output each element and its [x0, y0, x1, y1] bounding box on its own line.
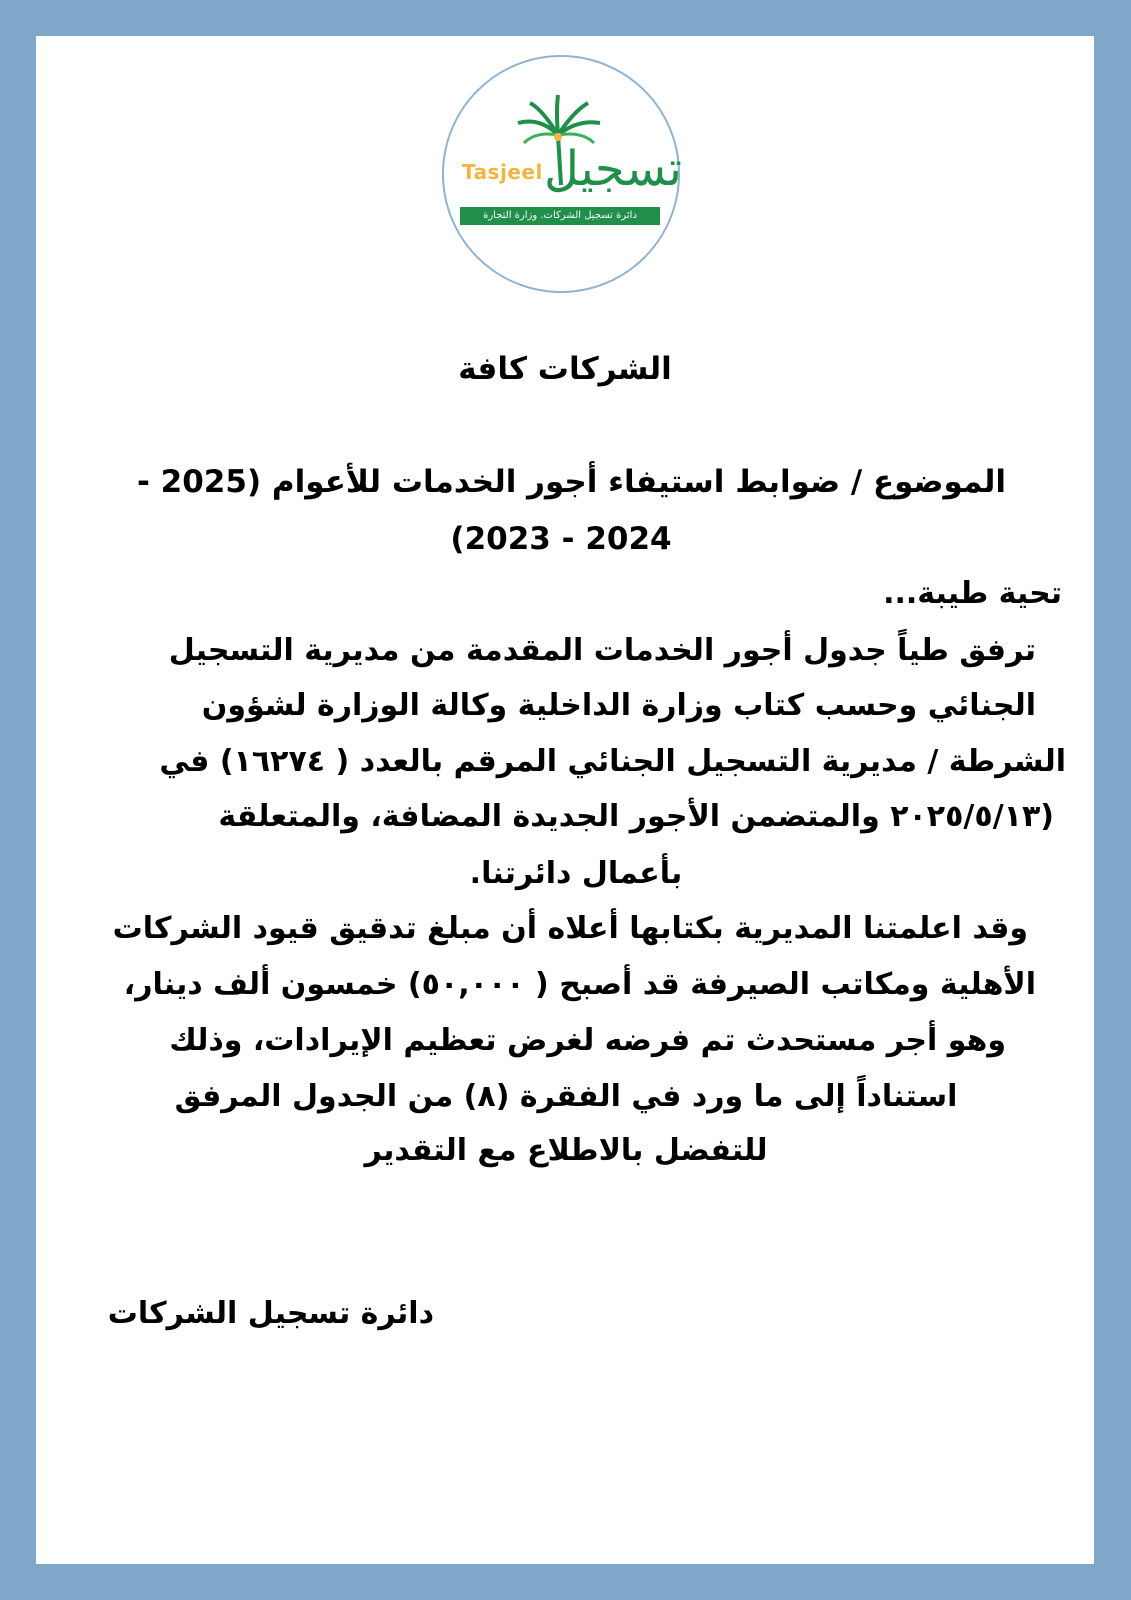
paragraph1-line-3: الشرطة / مديرية التسجيل الجنائي المرقم بالعدد ( ١٦٢٧٤) في	[159, 744, 1066, 779]
paragraph1-line-1: ترفق طياً جدول أجور الخدمات المقدمة من مديرية التسجيل	[168, 633, 1036, 668]
paragraph2-line-2: الأهلية ومكاتب الصيرفة قد أصبح ( ٥٠,٠٠٠) خمسون ألف دينار،	[123, 967, 1036, 1002]
document-page	[36, 36, 1094, 1564]
paragraph2-line-4: استناداً إلى ما ورد في الفقرة (٨) من الجدول المرفق	[174, 1079, 958, 1114]
paragraph1-line-4: (٢٠٢٥/٥/١٣ والمتضمن الأجور الجديدة المضافة، والمتعلقة	[218, 799, 1054, 834]
logo-band-text: دائرة تسجيل الشركات. وزارة التجارة	[460, 207, 660, 225]
subject-line-1: الموضوع / ضوابط استيفاء أجور الخدمات للأعوام (2025 -	[137, 464, 1006, 500]
greeting: تحية طيبة...	[883, 576, 1062, 611]
paragraph1-line-5: بأعمال دائرتنا.	[469, 856, 683, 891]
signature: دائرة تسجيل الشركات	[107, 1296, 434, 1331]
paragraph2-line-3: وهو أجر مستحدث تم فرضه لغرض تعظيم الإيرادات، وذلك	[169, 1023, 1006, 1058]
logo-arabic-text: تسجيل	[544, 141, 682, 197]
paragraph2-line-1: وقد اعلمتنا المديرية بكتابها أعلاه أن مبلغ تدقيق قيود الشركات	[112, 911, 1028, 946]
recipient-heading: الشركات كافة	[458, 351, 672, 387]
paragraph2-line-5: للتفضل بالاطلاع مع التقدير	[364, 1133, 768, 1168]
tasjeel-logo	[442, 55, 680, 293]
paragraph1-line-2: الجنائي وحسب كتاب وزارة الداخلية وكالة الوزارة لشؤون	[201, 688, 1036, 723]
logo-latin-text: Tasjeel	[462, 160, 543, 184]
subject-line-2: 2024 - 2023)	[450, 521, 672, 557]
